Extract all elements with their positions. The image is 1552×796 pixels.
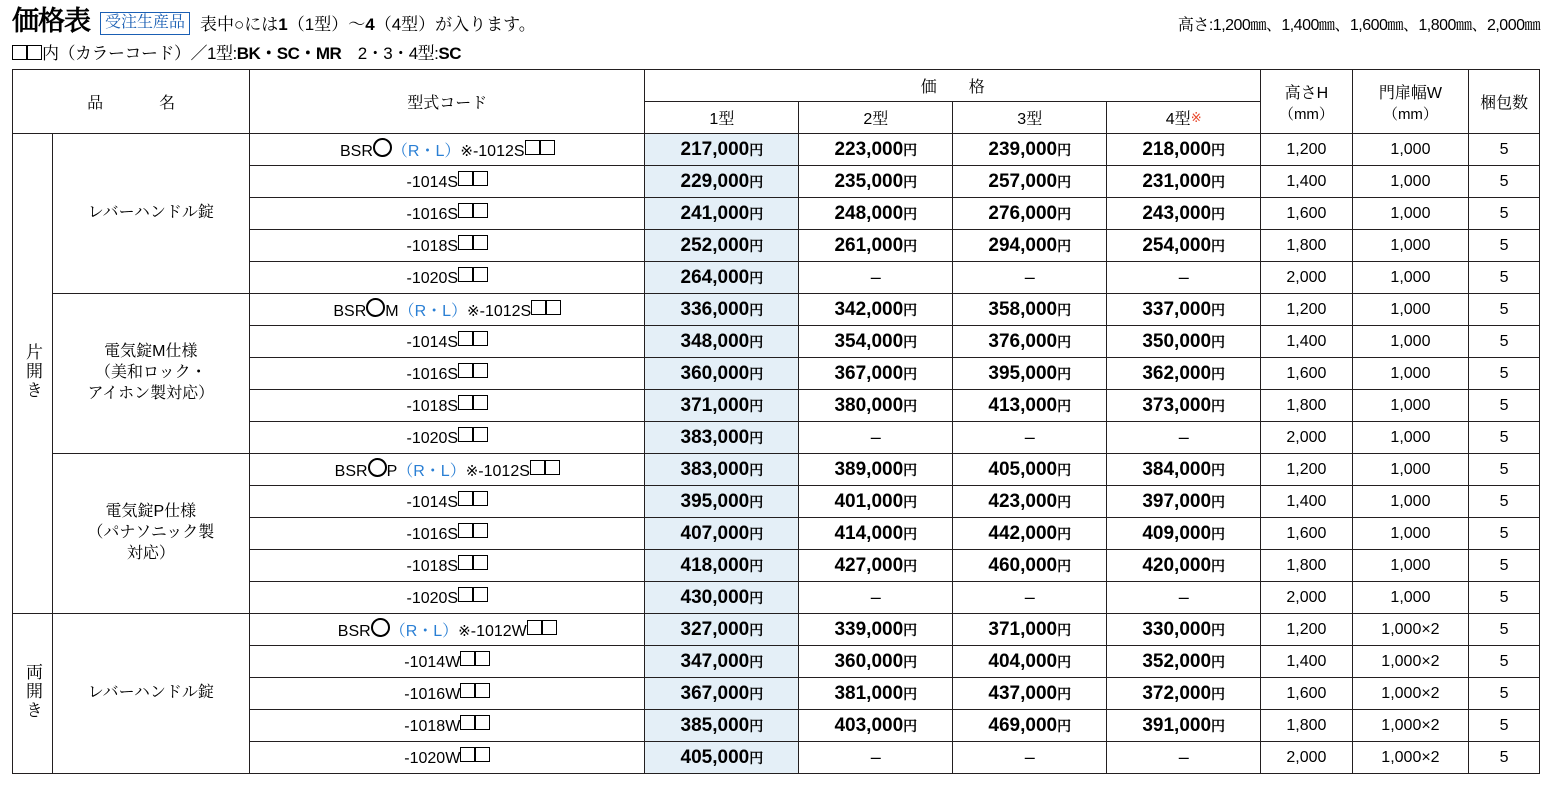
- color-code-box-icon: [473, 491, 488, 506]
- color-line-mid: 2・3・4型:: [341, 44, 439, 63]
- price-type1-cell: 407,000円: [645, 518, 799, 550]
- pack-count-cell: 5: [1469, 454, 1540, 486]
- color-line-pre: 内（カラーコード）／1型:: [42, 44, 237, 63]
- color-code-box-icon: [473, 171, 488, 186]
- col-header-model-code: 型式コード: [250, 70, 645, 134]
- height-cell: 1,600: [1261, 198, 1353, 230]
- price-type2-cell: 223,000円: [799, 134, 953, 166]
- height-cell: 1,200: [1261, 134, 1353, 166]
- color-code-box-icon: [458, 555, 473, 570]
- height-cell: 1,800: [1261, 710, 1353, 742]
- gate-width-cell: 1,000: [1352, 326, 1468, 358]
- price-type4-cell: 337,000円: [1107, 294, 1261, 326]
- price-type3-cell: 276,000円: [953, 198, 1107, 230]
- model-code-cell: -1016S: [250, 198, 645, 230]
- pack-count-cell: 5: [1469, 710, 1540, 742]
- price-type3-cell: 413,000円: [953, 390, 1107, 422]
- model-code-cell: BSR M（R・L）※-1012S: [250, 294, 645, 326]
- price-type2-cell: 389,000円: [799, 454, 953, 486]
- price-type2-cell: 403,000円: [799, 710, 953, 742]
- gate-width-cell: 1,000: [1352, 262, 1468, 294]
- gate-width-cell: 1,000: [1352, 454, 1468, 486]
- table-row: [13, 454, 1540, 486]
- pack-count-cell: 5: [1469, 550, 1540, 582]
- price-type1-cell: 360,000円: [645, 358, 799, 390]
- page-header: [12, 8, 1540, 35]
- color-code-box-icon: [460, 651, 475, 666]
- gate-width-cell: 1,000: [1352, 294, 1468, 326]
- model-code-cell: -1018S: [250, 390, 645, 422]
- color-code-box-icon: [475, 715, 490, 730]
- pack-count-cell: 5: [1469, 518, 1540, 550]
- gate-width-cell: 1,000: [1352, 358, 1468, 390]
- col-header-type4-label: 4型: [1165, 111, 1191, 128]
- price-type2-cell: 360,000円: [799, 646, 953, 678]
- color-code-box-icon: [458, 587, 473, 602]
- pack-count-cell: 5: [1469, 230, 1540, 262]
- pack-count-cell: 5: [1469, 326, 1540, 358]
- product-name-cell: レバーハンドル錠: [52, 614, 250, 774]
- gate-width-cell: 1,000×2: [1352, 646, 1468, 678]
- color-code-box-icon: [473, 267, 488, 282]
- color-code-box-icon: [458, 491, 473, 506]
- gate-width-cell: 1,000: [1352, 550, 1468, 582]
- header-note: [200, 15, 536, 35]
- price-type3-cell: –: [953, 582, 1107, 614]
- color-code-box-icon: [458, 427, 473, 442]
- color-code-box-icon: [475, 683, 490, 698]
- price-type1-cell: 430,000円: [645, 582, 799, 614]
- col-header-height-label: 高さH: [1284, 84, 1329, 102]
- product-name-cell: 電気錠P仕様 （パナソニック製 対応）: [52, 454, 250, 614]
- group-side-label: 片開き: [13, 134, 53, 614]
- pack-count-cell: 5: [1469, 294, 1540, 326]
- height-cell: 1,400: [1261, 326, 1353, 358]
- price-type2-cell: 342,000円: [799, 294, 953, 326]
- height-cell: 1,400: [1261, 646, 1353, 678]
- price-type4-cell: –: [1107, 262, 1261, 294]
- color-code-box-icon: [473, 203, 488, 218]
- price-type2-cell: 380,000円: [799, 390, 953, 422]
- price-type1-cell: 217,000円: [645, 134, 799, 166]
- price-type4-cell: –: [1107, 422, 1261, 454]
- price-type3-cell: –: [953, 422, 1107, 454]
- color-code-box-icon: [540, 140, 555, 155]
- price-type1-cell: 395,000円: [645, 486, 799, 518]
- height-cell: 1,400: [1261, 166, 1353, 198]
- price-type1-cell: 405,000円: [645, 742, 799, 774]
- price-type3-cell: 469,000円: [953, 710, 1107, 742]
- price-type1-cell: 241,000円: [645, 198, 799, 230]
- price-type2-cell: 354,000円: [799, 326, 953, 358]
- price-type2-cell: 248,000円: [799, 198, 953, 230]
- price-type4-cell: 218,000円: [1107, 134, 1261, 166]
- pack-count-cell: 5: [1469, 678, 1540, 710]
- gate-width-cell: 1,000×2: [1352, 710, 1468, 742]
- height-cell: 1,600: [1261, 358, 1353, 390]
- price-type2-cell: 381,000円: [799, 678, 953, 710]
- gate-width-cell: 1,000: [1352, 486, 1468, 518]
- height-cell: 2,000: [1261, 742, 1353, 774]
- color-line-b2: SC: [438, 44, 462, 63]
- height-cell: 1,600: [1261, 678, 1353, 710]
- color-code-box-icon: [475, 651, 490, 666]
- col-header-type1: 1型: [645, 102, 799, 134]
- pack-count-cell: 5: [1469, 262, 1540, 294]
- color-code-box-icon: [458, 363, 473, 378]
- price-type4-cell: 384,000円: [1107, 454, 1261, 486]
- price-type3-cell: 358,000円: [953, 294, 1107, 326]
- price-type3-cell: 395,000円: [953, 358, 1107, 390]
- price-type3-cell: 437,000円: [953, 678, 1107, 710]
- product-name-cell: レバーハンドル錠: [52, 134, 250, 294]
- color-code-line: [12, 39, 1540, 64]
- pack-count-cell: 5: [1469, 422, 1540, 454]
- pack-count-cell: 5: [1469, 486, 1540, 518]
- gate-width-cell: 1,000×2: [1352, 742, 1468, 774]
- color-code-box-icon: [460, 683, 475, 698]
- square-box-icon: [27, 45, 42, 60]
- color-code-box-icon: [473, 395, 488, 410]
- gate-width-cell: 1,000×2: [1352, 678, 1468, 710]
- color-code-box-icon: [530, 460, 545, 475]
- model-code-cell: -1014S: [250, 486, 645, 518]
- price-type1-cell: 327,000円: [645, 614, 799, 646]
- table-header-row-1: [13, 70, 1540, 102]
- price-type4-cell: 397,000円: [1107, 486, 1261, 518]
- height-cell: 1,600: [1261, 518, 1353, 550]
- pack-count-cell: 5: [1469, 742, 1540, 774]
- price-type3-cell: –: [953, 742, 1107, 774]
- price-type1-cell: 383,000円: [645, 422, 799, 454]
- price-type1-cell: 383,000円: [645, 454, 799, 486]
- col-header-height: [1261, 70, 1353, 134]
- model-code-cell: -1014S: [250, 326, 645, 358]
- price-type2-cell: –: [799, 262, 953, 294]
- price-type3-cell: 257,000円: [953, 166, 1107, 198]
- col-header-type2: 2型: [799, 102, 953, 134]
- color-code-box-icon: [527, 620, 542, 635]
- price-type4-cell: 231,000円: [1107, 166, 1261, 198]
- price-type3-cell: –: [953, 262, 1107, 294]
- height-cell: 1,200: [1261, 614, 1353, 646]
- price-type2-cell: –: [799, 422, 953, 454]
- col-header-type4: [1107, 102, 1261, 134]
- price-type1-cell: 264,000円: [645, 262, 799, 294]
- color-code-box-icon: [460, 747, 475, 762]
- header-note-mid2: （4型）が入ります。: [374, 14, 536, 34]
- price-type1-cell: 418,000円: [645, 550, 799, 582]
- col-header-gate-width: [1352, 70, 1468, 134]
- price-type4-cell: 352,000円: [1107, 646, 1261, 678]
- height-cell: 1,800: [1261, 230, 1353, 262]
- price-type2-cell: 401,000円: [799, 486, 953, 518]
- gate-width-cell: 1,000: [1352, 518, 1468, 550]
- price-type2-cell: –: [799, 582, 953, 614]
- col-header-type3: 3型: [953, 102, 1107, 134]
- height-cell: 1,800: [1261, 390, 1353, 422]
- col-header-gate-width-label: 門扉幅W: [1378, 84, 1442, 102]
- color-code-box-icon: [525, 140, 540, 155]
- price-type3-cell: 405,000円: [953, 454, 1107, 486]
- color-code-box-icon: [458, 523, 473, 538]
- color-code-box-icon: [458, 267, 473, 282]
- circle-placeholder-icon: [368, 458, 387, 477]
- height-cell: 1,200: [1261, 294, 1353, 326]
- header-note-mid1: （1型）～: [287, 14, 366, 34]
- model-code-cell: BSR （R・L）※-1012W: [250, 614, 645, 646]
- price-type2-cell: 427,000円: [799, 550, 953, 582]
- color-code-box-icon: [458, 203, 473, 218]
- product-name-cell: 電気錠M仕様 （美和ロック・ アイホン製対応）: [52, 294, 250, 454]
- price-type4-cell: 409,000円: [1107, 518, 1261, 550]
- height-cell: 1,400: [1261, 486, 1353, 518]
- color-code-box-icon: [545, 460, 560, 475]
- price-type4-cell: –: [1107, 742, 1261, 774]
- gate-width-cell: 1,000: [1352, 390, 1468, 422]
- price-type3-cell: 376,000円: [953, 326, 1107, 358]
- price-type4-cell: 373,000円: [1107, 390, 1261, 422]
- price-type3-cell: 294,000円: [953, 230, 1107, 262]
- price-type1-cell: 371,000円: [645, 390, 799, 422]
- price-type4-cell: 350,000円: [1107, 326, 1261, 358]
- model-code-cell: -1014S: [250, 166, 645, 198]
- model-code-cell: -1016S: [250, 518, 645, 550]
- header-note-pre: 表中○には: [200, 14, 279, 34]
- color-code-box-icon: [473, 235, 488, 250]
- color-code-box-icon: [546, 300, 561, 315]
- gate-width-cell: 1,000: [1352, 198, 1468, 230]
- price-type1-cell: 348,000円: [645, 326, 799, 358]
- price-type3-cell: 404,000円: [953, 646, 1107, 678]
- height-cell: 2,000: [1261, 262, 1353, 294]
- col-header-pack: 梱包数: [1469, 70, 1540, 134]
- model-code-cell: -1016W: [250, 678, 645, 710]
- gate-width-cell: 1,000: [1352, 230, 1468, 262]
- height-cell: 1,800: [1261, 550, 1353, 582]
- color-code-box-icon: [458, 171, 473, 186]
- price-type4-cell: 330,000円: [1107, 614, 1261, 646]
- color-code-box-icon: [458, 235, 473, 250]
- height-cell: 1,200: [1261, 454, 1353, 486]
- model-code-cell: -1018S: [250, 550, 645, 582]
- circle-placeholder-icon: [366, 298, 385, 317]
- col-header-product: 品 名: [13, 70, 250, 134]
- price-type4-cell: 254,000円: [1107, 230, 1261, 262]
- header-note-b2: 4: [365, 14, 375, 34]
- col-header-price-group: 価 格: [645, 70, 1261, 102]
- price-type1-cell: 385,000円: [645, 710, 799, 742]
- price-type4-cell: 362,000円: [1107, 358, 1261, 390]
- square-box-icon: [12, 45, 27, 60]
- header-note-b1: 1: [278, 14, 288, 34]
- gate-width-cell: 1,000: [1352, 166, 1468, 198]
- model-code-cell: BSR （R・L）※-1012S: [250, 134, 645, 166]
- model-code-cell: -1014W: [250, 646, 645, 678]
- pack-count-cell: 5: [1469, 198, 1540, 230]
- color-code-box-icon: [473, 331, 488, 346]
- color-line-b1: BK・SC・MR: [236, 44, 342, 63]
- price-type3-cell: 460,000円: [953, 550, 1107, 582]
- color-code-box-icon: [473, 363, 488, 378]
- color-code-box-icon: [542, 620, 557, 635]
- price-type3-cell: 442,000円: [953, 518, 1107, 550]
- table-row: [13, 614, 1540, 646]
- made-to-order-badge: 受注生産品: [100, 12, 190, 35]
- color-code-box-icon: [473, 427, 488, 442]
- model-code-cell: -1016S: [250, 358, 645, 390]
- color-code-box-icon: [531, 300, 546, 315]
- price-type1-cell: 229,000円: [645, 166, 799, 198]
- table-body: [13, 134, 1540, 774]
- color-code-box-icon: [460, 715, 475, 730]
- model-code-cell: -1020S: [250, 582, 645, 614]
- col-header-gate-width-unit: （mm）: [1382, 105, 1438, 123]
- height-cell: 2,000: [1261, 422, 1353, 454]
- color-code-box-icon: [473, 555, 488, 570]
- circle-placeholder-icon: [371, 618, 390, 637]
- color-code-box-icon: [458, 395, 473, 410]
- page-title: 価格表: [12, 6, 90, 36]
- price-type1-cell: 347,000円: [645, 646, 799, 678]
- circle-placeholder-icon: [373, 138, 392, 157]
- model-code-cell: -1020S: [250, 262, 645, 294]
- gate-width-cell: 1,000: [1352, 134, 1468, 166]
- model-code-cell: -1020S: [250, 422, 645, 454]
- model-code-cell: -1018S: [250, 230, 645, 262]
- col-header-type4-mark: ※: [1190, 110, 1202, 125]
- heights-note: 高さ:1,200㎜、1,400㎜、1,600㎜、1,800㎜、2,000㎜: [1177, 17, 1540, 34]
- price-type2-cell: 339,000円: [799, 614, 953, 646]
- table-row: [13, 134, 1540, 166]
- price-type1-cell: 367,000円: [645, 678, 799, 710]
- col-header-height-unit: （mm）: [1278, 105, 1334, 123]
- pack-count-cell: 5: [1469, 390, 1540, 422]
- price-type2-cell: 414,000円: [799, 518, 953, 550]
- price-type4-cell: –: [1107, 582, 1261, 614]
- pack-count-cell: 5: [1469, 646, 1540, 678]
- gate-width-cell: 1,000×2: [1352, 614, 1468, 646]
- color-code-box-icon: [458, 331, 473, 346]
- table-row: [13, 294, 1540, 326]
- pack-count-cell: 5: [1469, 614, 1540, 646]
- model-code-cell: -1020W: [250, 742, 645, 774]
- price-type2-cell: 367,000円: [799, 358, 953, 390]
- model-code-cell: -1018W: [250, 710, 645, 742]
- price-type2-cell: 261,000円: [799, 230, 953, 262]
- color-code-box-icon: [473, 523, 488, 538]
- price-type1-cell: 336,000円: [645, 294, 799, 326]
- pack-count-cell: 5: [1469, 358, 1540, 390]
- price-type4-cell: 391,000円: [1107, 710, 1261, 742]
- price-type2-cell: 235,000円: [799, 166, 953, 198]
- pack-count-cell: 5: [1469, 166, 1540, 198]
- price-type1-cell: 252,000円: [645, 230, 799, 262]
- gate-width-cell: 1,000: [1352, 582, 1468, 614]
- price-type3-cell: 423,000円: [953, 486, 1107, 518]
- pack-count-cell: 5: [1469, 134, 1540, 166]
- model-code-cell: BSR P（R・L）※-1012S: [250, 454, 645, 486]
- color-code-box-icon: [475, 747, 490, 762]
- price-table: [12, 69, 1540, 774]
- price-type4-cell: 420,000円: [1107, 550, 1261, 582]
- group-side-label: 両開き: [13, 614, 53, 774]
- price-type3-cell: 371,000円: [953, 614, 1107, 646]
- gate-width-cell: 1,000: [1352, 422, 1468, 454]
- height-cell: 2,000: [1261, 582, 1353, 614]
- price-type2-cell: –: [799, 742, 953, 774]
- price-type3-cell: 239,000円: [953, 134, 1107, 166]
- price-type4-cell: 243,000円: [1107, 198, 1261, 230]
- color-code-box-icon: [473, 587, 488, 602]
- price-type4-cell: 372,000円: [1107, 678, 1261, 710]
- pack-count-cell: 5: [1469, 582, 1540, 614]
